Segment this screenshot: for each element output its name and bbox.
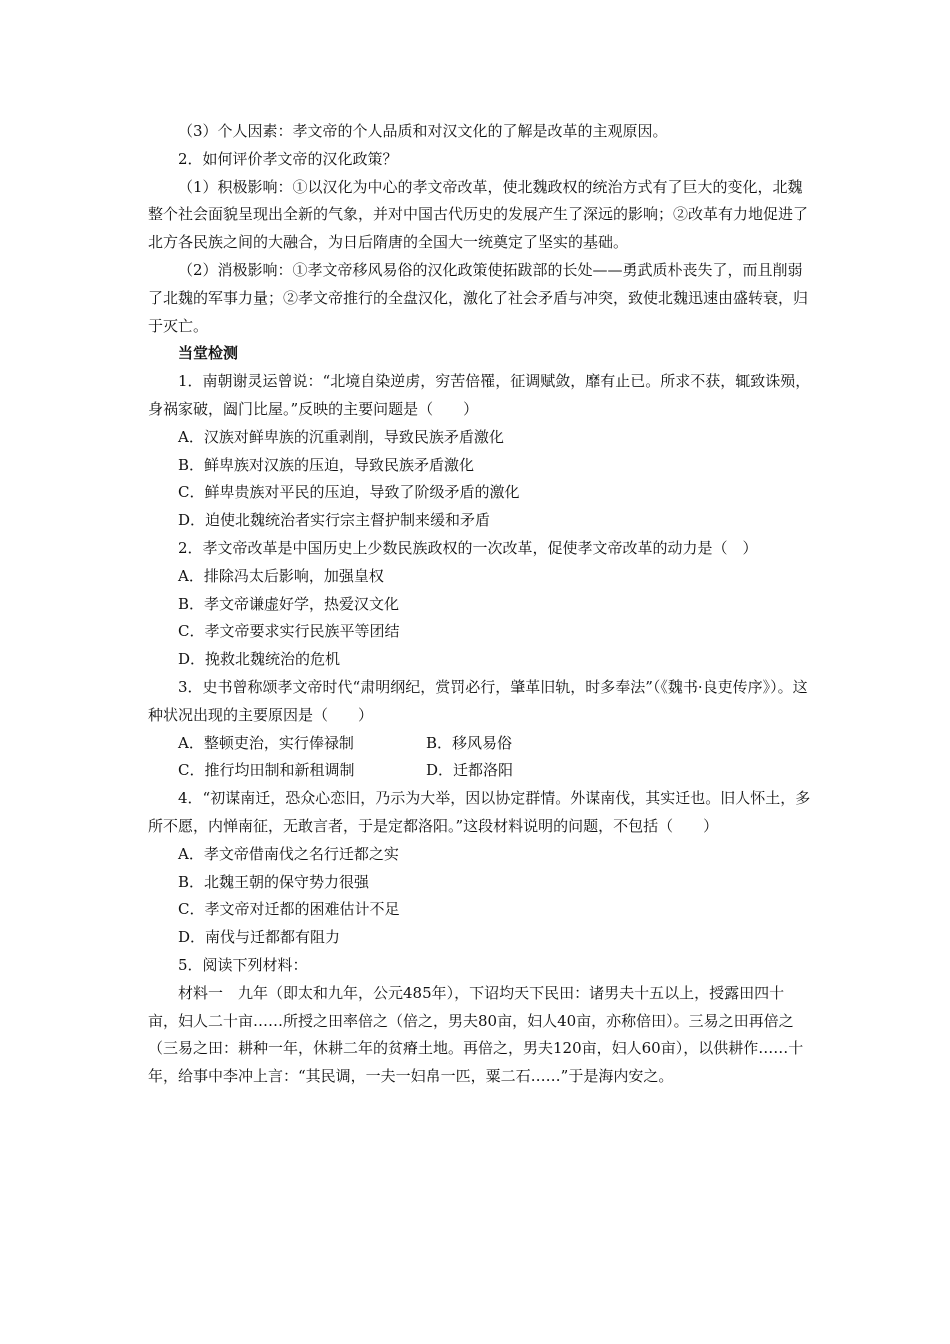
option-text: A．整顿吏治，实行俸禄制 — [178, 733, 354, 752]
option-text: C．鲜卑贵族对平民的压迫，导致了阶级矛盾的激化 — [178, 483, 520, 502]
paragraph: 5．阅读下列材料： — [178, 955, 308, 974]
option-text: B．移风易俗 — [426, 733, 513, 752]
option-text: D．迁都洛阳 — [426, 761, 514, 780]
paragraph: 2．如何评价孝文帝的汉化政策？ — [178, 149, 398, 168]
paragraph: 3．史书曾称颂孝文帝时代“肃明纲纪，赏罚必行，肇革旧轨，时多奉法”（《魏书·良吏传序》）。这种状况出现的主要原因是（ ） — [148, 677, 808, 724]
paragraph: （3）个人因素：孝文帝的个人品质和对汉文化的了解是改革的主观原因。 — [178, 122, 668, 140]
option-text: D．挽救北魏统治的危机 — [178, 650, 341, 669]
document-body — [148, 118, 812, 1091]
option-text: A．汉族对鲜卑族的沉重剥削，导致民族矛盾激化 — [178, 427, 504, 446]
option-text: C．孝文帝对迁都的困难估计不足 — [178, 900, 400, 919]
paragraph: 材料一 九年（即太和九年，公元485年），下诏均天下民田：诸男夫十五以上，授露田四十亩，妇人二十亩……所授之田率倍之（倍之，男夫80亩，妇人40亩，亦称倍田）。三易之田再倍之（三易之田：耕种一年，休耕二年的贫瘠土地。再倍之，男夫120亩，妇人60亩），以供耕作……十年，给事中李冲上言：“其民调，一夫一妇帛一匹，粟二石……”于是海内安之。 — [148, 983, 804, 1086]
paragraph: 1．南朝谢灵运曾说：“北境自染逆虏，穷苦倍罹，征调赋敛，靡有止已。所求不获，辄致诛殒，身祸家破，阖门比屋。”反映的主要问题是（ ） — [148, 372, 811, 418]
option-text: D．南伐与迁都都有阻力 — [178, 928, 341, 947]
option-text: A．孝文帝借南伐之名行迁都之实 — [178, 844, 399, 863]
option-row — [148, 757, 812, 785]
paragraph: （2）消极影响：①孝文帝移风易俗的汉化政策使拓跋部的长处——勇武质朴丧失了，而且削弱了北魏的军事力量；②孝文帝推行的全盘汉化，激化了社会矛盾与冲突，致使北魏迅速由盛转衰，归于灭亡。 — [148, 260, 809, 335]
option-text: B．鲜卑族对汉族的压迫，导致民族矛盾激化 — [178, 455, 475, 474]
option-text: C．推行均田制和新租调制 — [178, 761, 355, 780]
paragraph: 2．孝文帝改革是中国历史上少数民族政权的一次改革，促使孝文帝改革的动力是（ ） — [178, 538, 758, 557]
paragraph: 4．“初谋南迁，恐众心恋旧，乃示为大举，因以协定群情。外谋南伐，其实迁也。旧人怀土，多所不愿，内惮南征，无敢言者，于是定都洛阳。”这段材料说明的问题，不包括（ ） — [148, 789, 811, 835]
section-heading: 当堂检测 — [178, 344, 239, 363]
option-text: B．北魏王朝的保守势力很强 — [178, 872, 370, 891]
option-text: C．孝文帝要求实行民族平等团结 — [178, 622, 400, 641]
paragraph: （1）积极影响：①以汉化为中心的孝文帝改革，使北魏政权的统治方式有了巨大的变化，北魏整个社会面貌呈现出全新的气象，并对中国古代历史的发展产生了深远的影响；②改革有力地促进了北方各民族之间的大融合，为日后隋唐的全国大一统奠定了坚实的基础。 — [148, 177, 809, 252]
option-text: A．排除冯太后影响，加强皇权 — [178, 566, 384, 585]
option-text: D．迫使北魏统治者实行宗主督护制来缓和矛盾 — [178, 511, 491, 530]
option-text: B．孝文帝谦虚好学，热爱汉文化 — [178, 594, 400, 613]
option-row — [148, 730, 812, 758]
